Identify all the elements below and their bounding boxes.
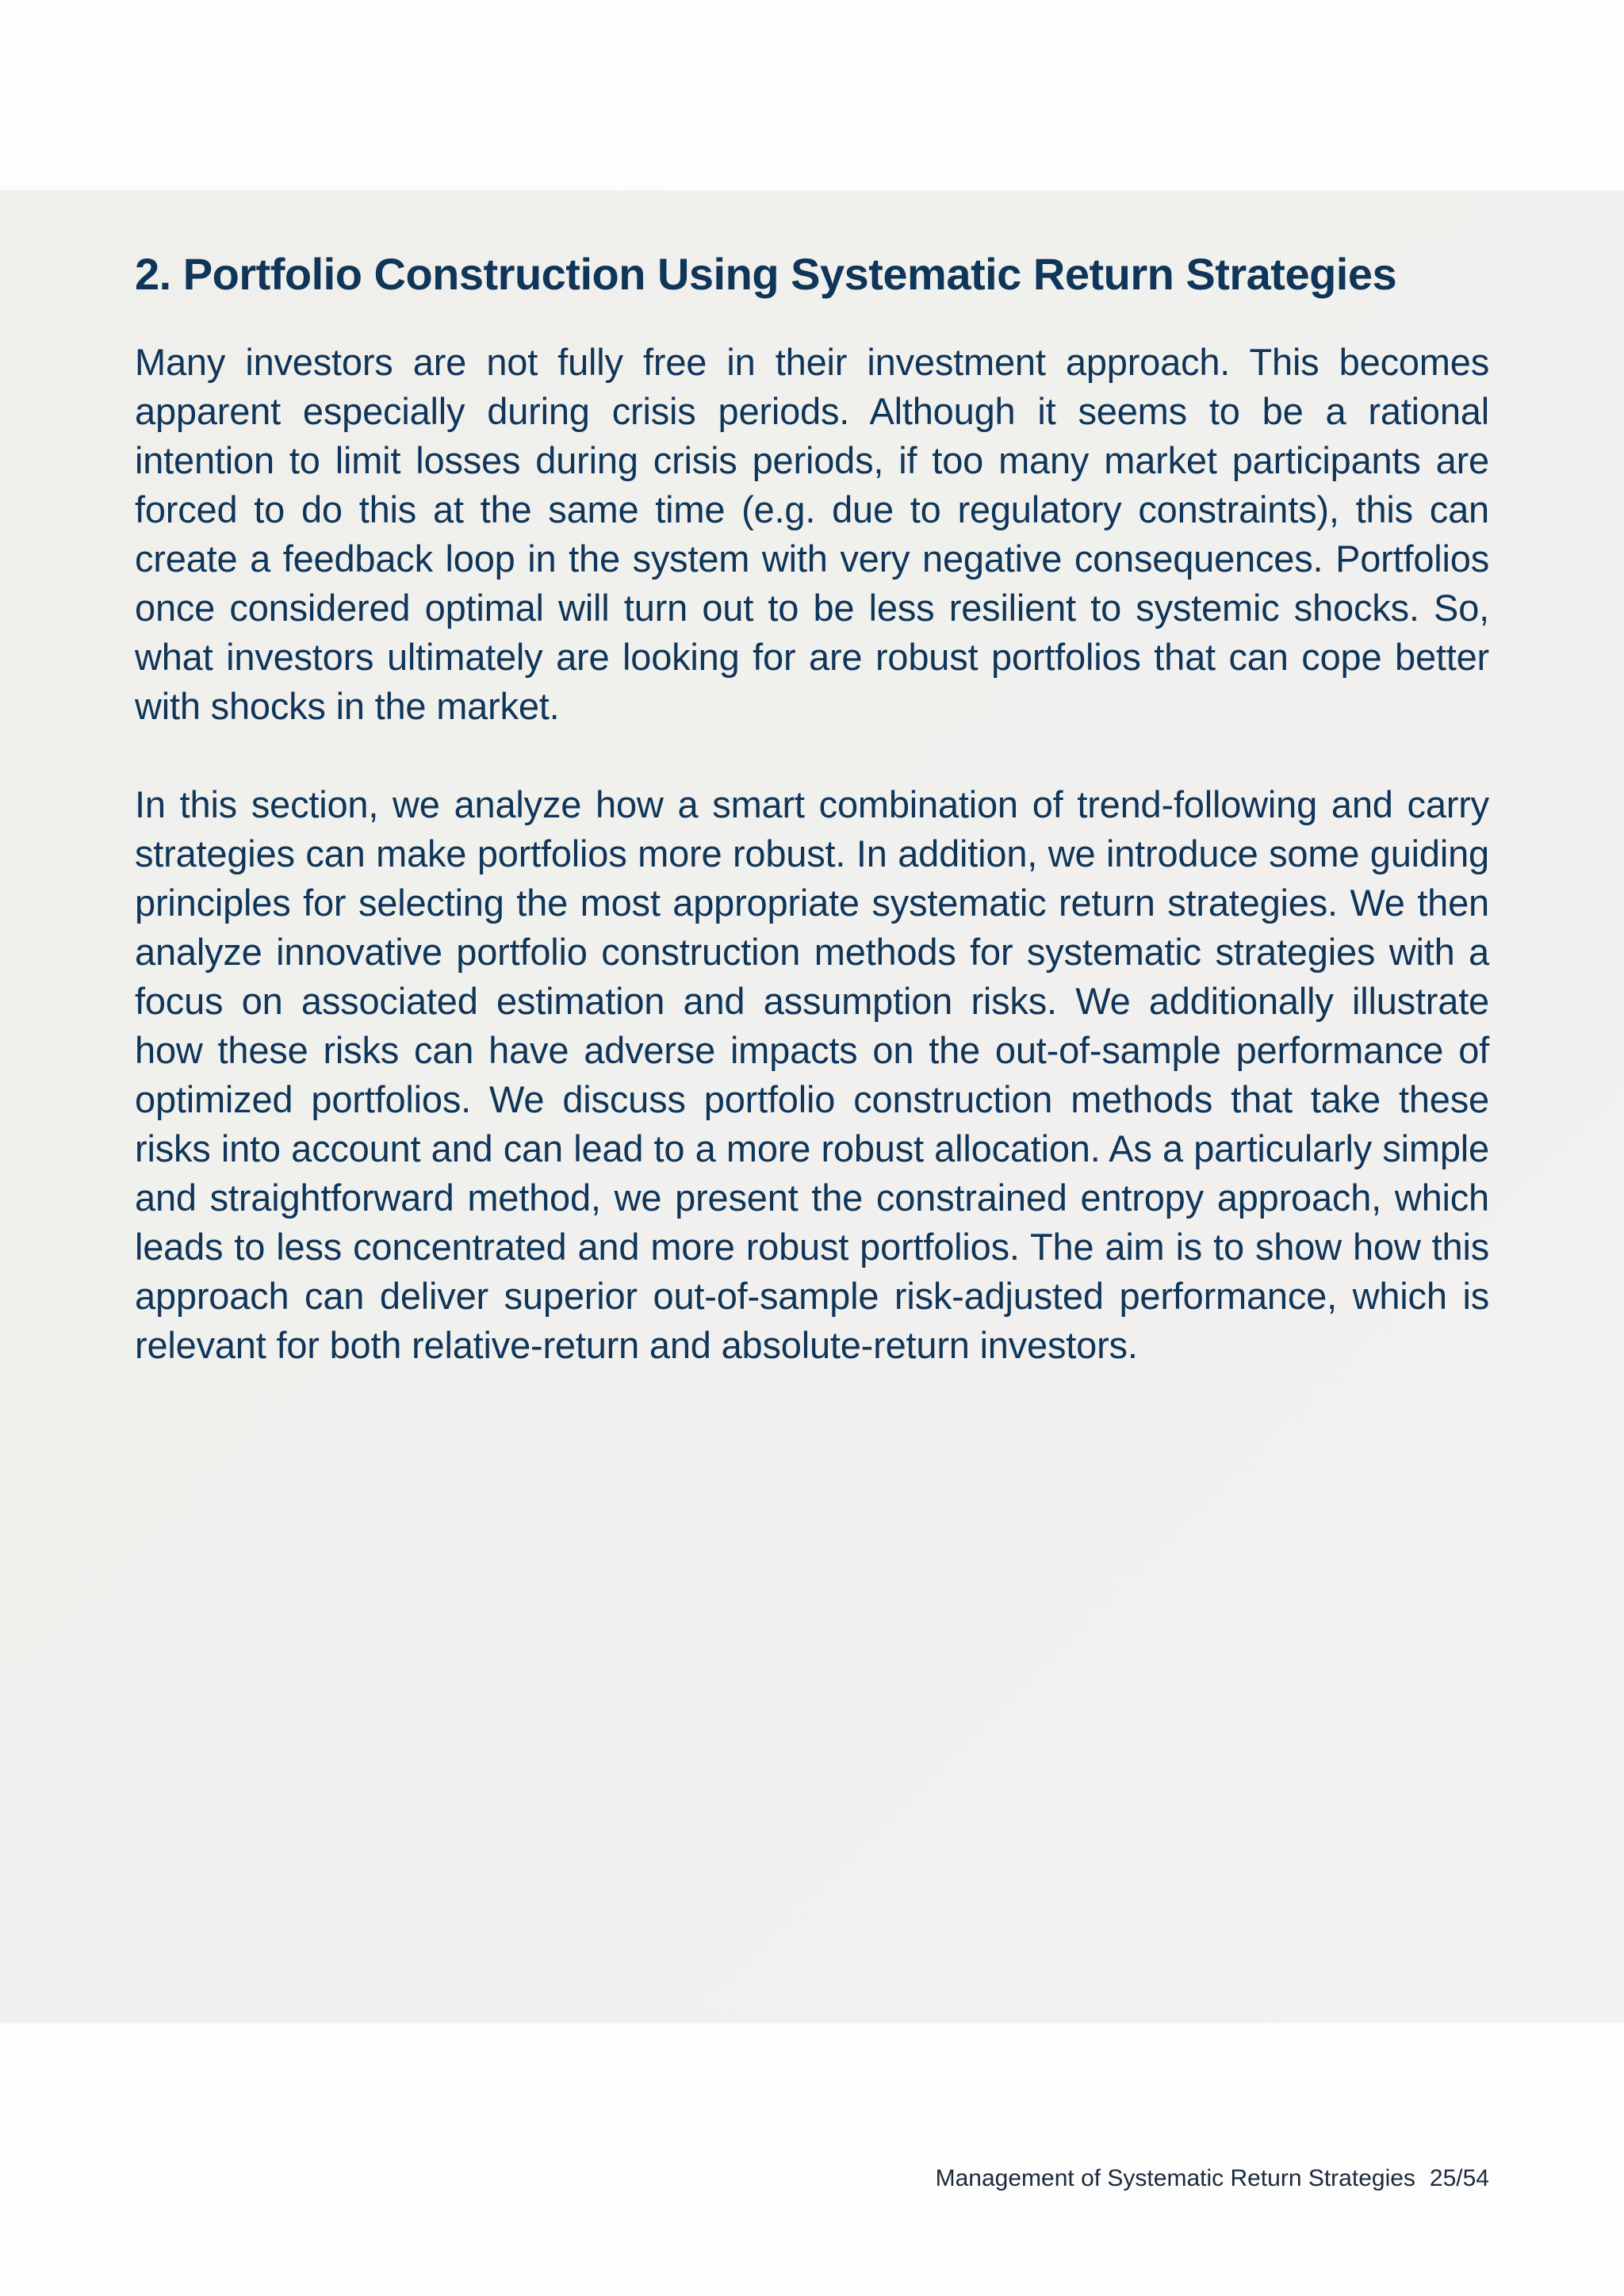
body-paragraph-1: Many investors are not fully free in their investment approach. This becomes apparent especially during crisis periods. Although it seems to be a rational intention to limit losses during crisis periods, if too many market participants are forced to do this at the same time (e.g. due to regulatory constraints), this can create a feedback loop in the system with very negative consequences. Portfolios once considered optimal will turn out to be less resilient to systemic shocks. So, what investors ultimately are looking for are robust portfolios that can cope better with shocks in the market. <box>135 341 1489 727</box>
section-heading: 2. Portfolio Construction Using Systematic Return Strategies <box>135 249 1397 299</box>
footer-document-title: Management of Systematic Return Strategies <box>935 2165 1415 2191</box>
section-content <box>135 246 1489 1370</box>
body-paragraph-2: In this section, we analyze how a smart combination of trend-following and carry strategies can make portfolios more robust. In addition, we introduce some guiding principles for selecting the most appropriate systematic return strategies. We then analyze innovative portfolio construction methods for systematic strategies with a focus on associated estimation and assumption risks. We additionally illustrate how these risks can have adverse impacts on the out-of-sample performance of optimized portfolios. We discuss portfolio construction methods that take these risks into account and can lead to a more robust allocation. As a particularly simple and straightforward method, we present the constrained entropy approach, which leads to less concentrated and more robust portfolios. The aim is to show how this approach can deliver superior out-of-sample risk-adjusted performance, which is relevant for both relative-return and absolute-return investors. <box>135 783 1489 1366</box>
page-footer <box>936 2163 1489 2195</box>
footer-page-number: 25/54 <box>1429 2165 1489 2191</box>
